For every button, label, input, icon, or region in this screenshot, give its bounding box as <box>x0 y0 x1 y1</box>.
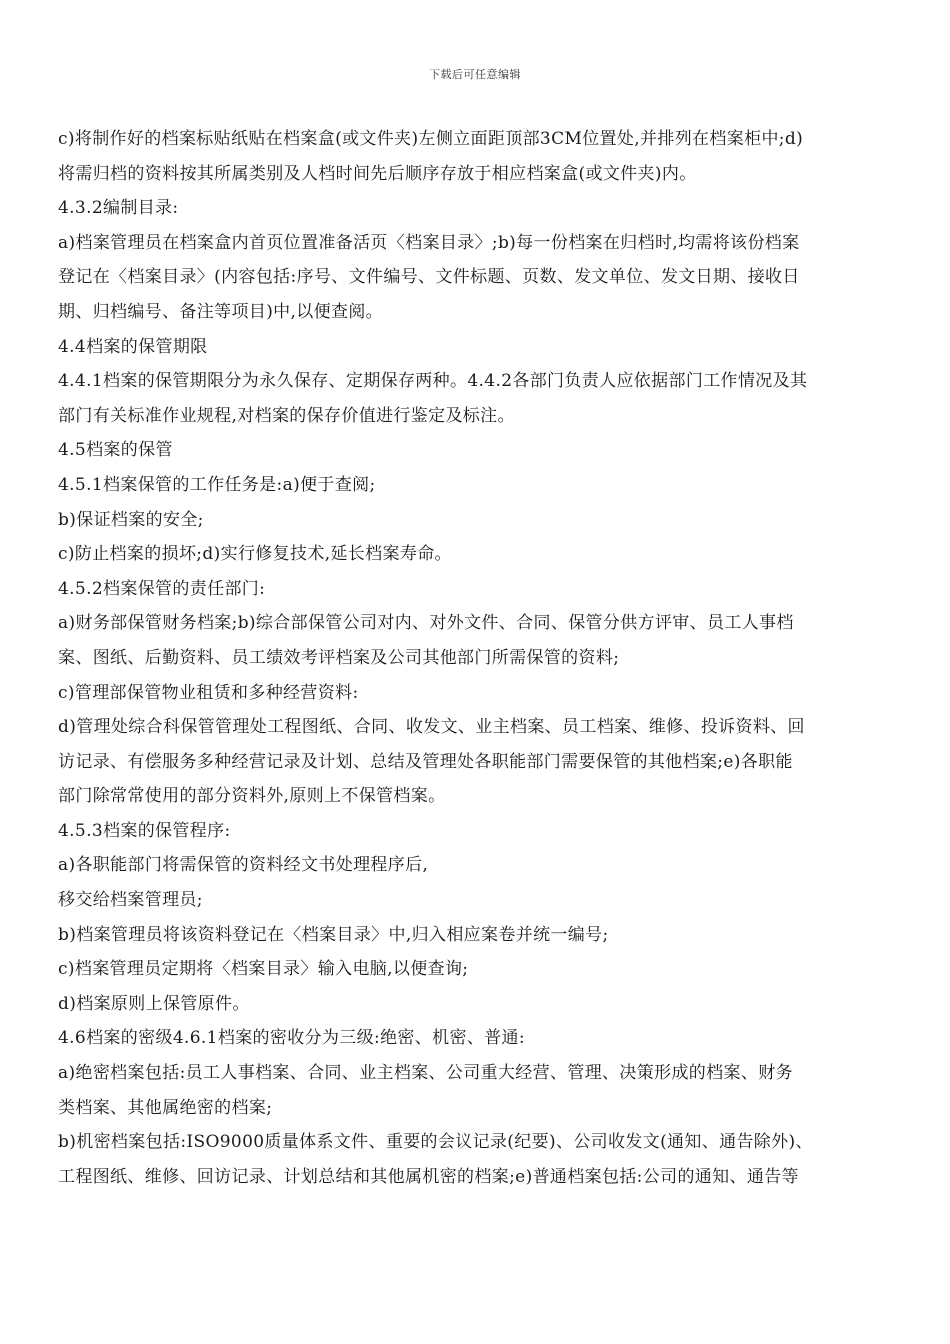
text-line: a)绝密档案包括:员工人事档案、合同、业主档案、公司重大经营、管理、决策形成的档案、财务 <box>58 1063 793 1084</box>
text-line: 工程图纸、维修、回访记录、计划总结和其他属机密的档案;e)普通档案包括:公司的通知、通告等 <box>58 1166 799 1187</box>
section-heading: 4.3.2编制目录: <box>58 198 179 219</box>
text-line: 移交给档案管理员; <box>58 890 203 911</box>
text-line: 访记录、有偿服务多种经营记录及计划、总结及管理处各职能部门需要保管的其他档案;e)各职能 <box>58 751 793 772</box>
text-line: b)档案管理员将该资料登记在〈档案目录〉中,归入相应案卷并统一编号; <box>58 924 609 945</box>
text-line: 4.4.1档案的保管期限分为永久保存、定期保存两种。4.4.2各部门负责人应依据部门工作情况及其 <box>58 371 808 392</box>
text-line: c)防止档案的损坏;d)实行修复技术,延长档案寿命。 <box>58 544 452 565</box>
section-heading: 4.5档案的保管 <box>58 440 173 461</box>
text-line: a)财务部保管财务档案;b)综合部保管公司对内、对外文件、合同、保管分供方评审、员工人事档 <box>58 613 794 634</box>
text-line: b)机密档案包括:ISO9000质量体系文件、重要的会议记录(纪要)、公司收发文(通知、通告除外)、 <box>58 1132 813 1153</box>
section-heading: 4.4档案的保管期限 <box>58 336 208 357</box>
text-line: c)管理部保管物业租赁和多种经营资料: <box>58 682 359 703</box>
text-line: a)各职能部门将需保管的资料经文书处理程序后, <box>58 855 429 876</box>
section-heading: 4.5.3档案的保管程序: <box>58 820 231 841</box>
text-line: c)将制作好的档案标贴纸贴在档案盒(或文件夹)左侧立面距顶部3CM位置处,并排列在档案柜中;d) <box>58 129 804 149</box>
text-line: 期、归档编号、备注等项目)中,以便查阅。 <box>58 301 384 322</box>
header-note: 下载后可任意编辑 <box>429 68 521 81</box>
text-line: c)档案管理员定期将〈档案目录〉输入电脑,以便查询; <box>58 959 469 980</box>
section-heading: 4.6档案的密级4.6.1档案的密收分为三级:绝密、机密、普通: <box>58 1028 525 1049</box>
text-line: b)保证档案的安全; <box>58 509 204 530</box>
section-heading: 4.5.2档案保管的责任部门: <box>58 578 266 599</box>
text-line: 案、图纸、后勤资料、员工绩效考评档案及公司其他部门所需保管的资料; <box>58 647 620 668</box>
text-line: a)档案管理员在档案盒内首页位置准备活页〈档案目录〉;b)每一份档案在归档时,均需将该份档案 <box>58 232 800 253</box>
text-line: 部门除常常使用的部分资料外,原则上不保管档案。 <box>58 786 446 807</box>
text-line: 登记在〈档案目录〉(内容包括:序号、文件编号、文件标题、页数、发文单位、发文日期、接收日 <box>58 267 800 288</box>
text-line: d)档案原则上保管原件。 <box>58 993 250 1014</box>
text-line: 部门有关标准作业规程,对档案的保存价值进行鉴定及标注。 <box>58 405 515 426</box>
text-line: 类档案、其他属绝密的档案; <box>58 1097 273 1118</box>
text-line: d)管理处综合科保管管理处工程图纸、合同、收发文、业主档案、员工档案、维修、投诉资料、回 <box>58 717 805 738</box>
text-line: 将需归档的资料按其所属类别及人档时间先后顺序存放于相应档案盒(或文件夹)内。 <box>58 163 697 184</box>
text-line: 4.5.1档案保管的工作任务是:a)便于查阅; <box>58 474 376 495</box>
document-body <box>58 122 898 1194</box>
